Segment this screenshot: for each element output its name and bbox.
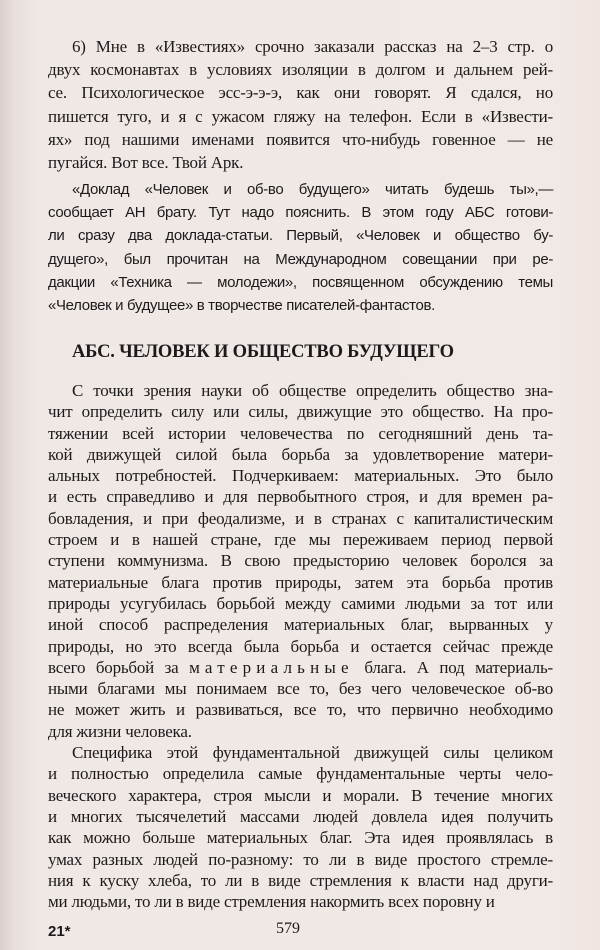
article-body (48, 380, 553, 912)
page-number: 579 (276, 920, 300, 937)
text-line: ях» под нашими именами появится что-нибудь говенное — не (48, 129, 553, 149)
signature-mark: 21* (48, 923, 71, 940)
text-line: бовладения, и при феодализме, и в странах с капиталистическим (48, 508, 553, 528)
text-line: дущего», был прочитан на Международном совещании при ре- (48, 250, 553, 268)
text-line: иной способ распределения материальных благ, вырванных у (48, 615, 553, 635)
section-heading: АБС. ЧЕЛОВЕК И ОБЩЕСТВО БУДУЩЕГО (72, 342, 454, 362)
text-line: «Человек и будущее» в творчестве писателей-фантастов. (48, 297, 435, 315)
text-line: пугайся. Вот все. Твой Арк. (48, 153, 244, 173)
text-line: материальные блага против природы, затем эта борьба против (48, 572, 553, 592)
text-line: пишется туго, и я с ужасом гляжу на телефон. Если в «Извести- (48, 106, 553, 126)
text-line: веческого характера, строя мысли и морали. В течение многих (48, 785, 553, 805)
text-line: для жизни человека. (48, 721, 192, 741)
text-line: природы усугубилась борьбой между самими людьми за тот или (48, 593, 553, 613)
emphasized-word: материальные (189, 657, 354, 677)
text-line: ными благами мы понимаем все то, без чего человеческое об-во (48, 679, 553, 699)
text-line: двух космонавтах в условиях изоляции в долгом и дальнем рей- (48, 60, 553, 80)
text-line: се. Психологическое эсс-э-э-э, как они говорят. Я сдался, но (48, 83, 553, 103)
letter-excerpt (48, 35, 553, 174)
text-line: и многих тысячелетий массами людей довлела идея получить (48, 806, 553, 826)
text-line: «Доклад «Человек и об-во будущего» читать будешь ты»,— (72, 181, 553, 198)
text-line: ми людьми, то ли в виде стремления накормить всех поровну и (48, 892, 495, 912)
text-line: тяжении всей истории человечества по сегодняшний день та- (48, 423, 553, 443)
text-line: как можно больше материальных благ. Эта идея проявлялась в (48, 828, 553, 848)
text-line: С точки зрения науки об обществе определить общество зна- (72, 381, 553, 400)
text-line: 6) Мне в «Известиях» срочно заказали рассказ на 2–3 стр. о (72, 37, 553, 56)
text-line: не может жить и развиваться, все то, что первично необходимо (48, 700, 553, 720)
commentary-paragraph (48, 178, 553, 317)
text-line: альных потребностей. Подчеркиваем: материальных. Это было (48, 466, 553, 486)
text-line: дакции «Техника — молодежи», посвященном обсуждению темы (48, 273, 553, 291)
text-line: строем и в нашей стране, где мы переживаем период первой (48, 530, 553, 550)
text-line: кой движущей силой была борьба за удовлетворение матери- (48, 444, 553, 464)
text-line: ния к куску хлеба, то ли в виде стремления к власти над други- (48, 870, 553, 890)
text-line: и есть справедливо и для первобытного строя, и для времен ра- (48, 487, 553, 507)
text-segment: всего борьбой за (48, 657, 179, 677)
text-line: ли сразу два доклада-статьи. Первый, «Человек и общество бу- (48, 227, 553, 245)
text-line: ступени коммунизма. В свою предысторию человек боролся за (48, 551, 553, 571)
text-line: Специфика этой фундаментальной движущей силы целиком (72, 743, 553, 763)
text-line: природы, но это всегда была борьба и остается сейчас прежде (48, 636, 553, 656)
text-segment: блага. А под материаль- (364, 657, 553, 677)
text-line: чит определить силу или силы, движущие это общество. На про- (48, 402, 553, 422)
text-line: сообщает АН брату. Тут надо пояснить. В этом году АБС готови- (48, 204, 553, 222)
text-line: и полностью определила самые фундаментальные черты чело- (48, 764, 553, 784)
text-line: умах разных людей по-разному: то ли в виде простого стремле- (48, 849, 553, 869)
text-line (48, 657, 553, 678)
